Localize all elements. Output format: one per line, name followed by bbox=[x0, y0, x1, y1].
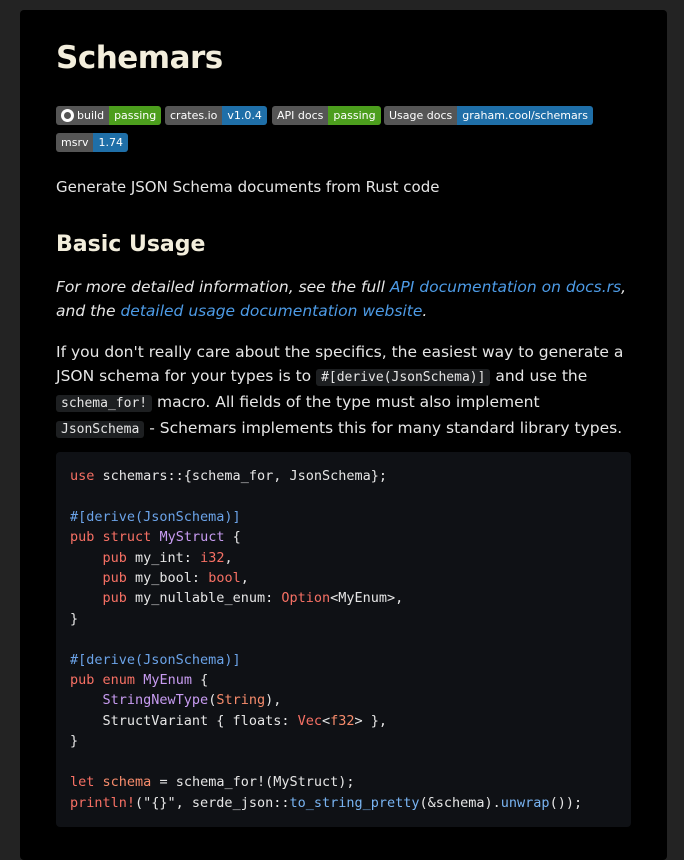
api-docs-badge[interactable]: API docs passing bbox=[272, 106, 381, 125]
api-docs-link[interactable]: API documentation on docs.rs bbox=[389, 278, 622, 296]
inline-code-macro: schema_for! bbox=[56, 395, 152, 412]
build-badge[interactable]: build passing bbox=[56, 106, 161, 125]
msrv-badge[interactable]: msrv 1.74 bbox=[56, 133, 128, 152]
inline-code-derive: #[derive(JsonSchema)] bbox=[316, 369, 490, 386]
inline-code-trait: JsonSchema bbox=[56, 421, 144, 438]
code-listing: use schemars::{schema_for, JsonSchema}; #[derive(JsonSchema)] pub struct MyStruct { pub my_int: i32, pub my_bool: bool, pub my_nullable_enum: Option<MyEnum>, } #[derive(JsonSchema)] pub enum MyEnum { StringNewType(String), StructVariant { floats: Vec<f32> }, } let schema = schema_for!(MyStruct); println!("{}", serde_json::to_string_pretty(&schema).unwrap()); bbox=[70, 468, 583, 811]
usage-paragraph: If you don't really care about the specifics, the easiest way to generate a JSON schema for your types is to #[derive(JsonSchema)] and use the schema_for! macro. All fields of the type must also implement JsonSchema - Schemars implements this for many standard library types. bbox=[56, 343, 624, 437]
usage-docs-link[interactable]: detailed usage documentation website bbox=[120, 302, 423, 320]
readme-card bbox=[20, 10, 667, 860]
usage-docs-badge[interactable]: Usage docs graham.cool/schemars bbox=[384, 106, 593, 125]
section-heading: Basic Usage bbox=[56, 232, 206, 257]
intro-paragraph: For more detailed information, see the full API documentation on docs.rs, and the detailed usage documentation website. bbox=[56, 278, 627, 320]
tagline: Generate JSON Schema documents from Rust code bbox=[56, 178, 440, 196]
crates-badge[interactable]: crates.io v1.0.4 bbox=[165, 106, 267, 125]
github-icon bbox=[61, 109, 74, 122]
page-title: Schemars bbox=[56, 40, 223, 76]
code-block[interactable] bbox=[56, 452, 631, 827]
